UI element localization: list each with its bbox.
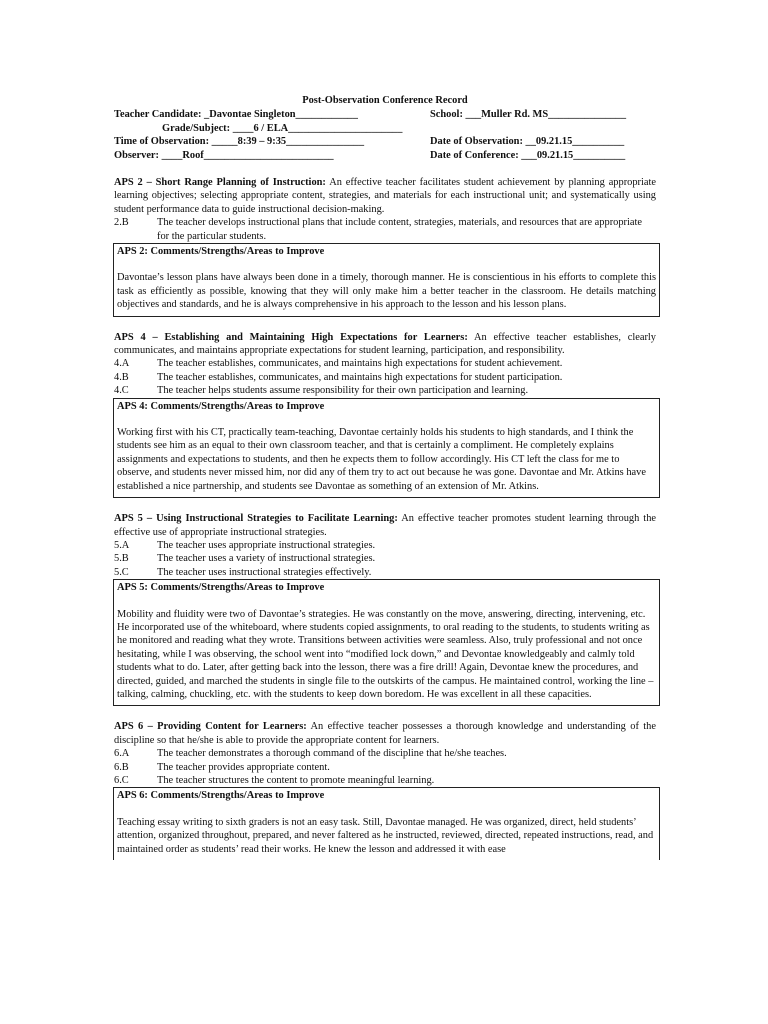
comments-heading: APS 2: Comments/Strengths/Areas to Improve: [117, 246, 325, 257]
comments-heading: APS 4: Comments/Strengths/Areas to Improve: [117, 400, 325, 412]
time-of-observation-field: Time of Observation: _____8:39 – 9:35_______________: [114, 136, 365, 148]
section-intro: [114, 331, 656, 358]
standard-item: [114, 371, 656, 384]
teacher-candidate-field: Teacher Candidate: _Davontae Singleton____________: [114, 109, 358, 121]
date-of-conference-field: Date of Conference: ___09.21.15__________: [430, 149, 626, 161]
spacer: [114, 498, 656, 512]
section-intro-text: An effective teacher possesses a thorough knowledge and understanding of the discipline so that he/she is able to provide the appropriate content for learners.: [114, 721, 656, 746]
standard-item: [114, 552, 656, 565]
document-title: Post-Observation Conference Record: [302, 95, 468, 106]
standard-code: 4.B: [114, 371, 129, 383]
standard-code: 5.C: [114, 566, 129, 578]
comments-box: [113, 787, 660, 860]
spacer: [114, 317, 656, 331]
standard-text: The teacher establishes, communicates, and maintains high expectations for student participation.: [157, 371, 563, 383]
standard-text: The teacher develops instructional plans that include content, strategies, materials, and resources that are appropriate for the particular students.: [157, 217, 642, 242]
standard-code: 4.C: [114, 385, 129, 397]
comments-text: Teaching essay writing to sixth graders is not an easy task. Still, Davontae managed. He was organized, direct, held students’ attention, organized throughout, prepared, and never faltered as he instructed, reviewed, directed, repeated instructions, read, and maintained order as students’ read their works. He knew the lesson and addressed it with ease: [117, 816, 654, 855]
section-title: APS 6 – Providing Content for Learners:: [114, 721, 307, 733]
date-of-observation-field: Date of Observation: __09.21.15__________: [430, 136, 625, 148]
comments-heading: APS 6: Comments/Strengths/Areas to Improve: [117, 790, 325, 802]
comments-box: [113, 243, 660, 317]
observer-field: Observer: ____Roof_________________________: [114, 149, 334, 161]
section-title: APS 5 – Using Instructional Strategies to Facilitate Learning:: [114, 513, 398, 525]
standard-code: 5.B: [114, 553, 129, 565]
school-field: School: ___Muller Rd. MS_______________: [430, 109, 627, 121]
comments-text: Working first with his CT, practically team-teaching, Davontae certainly holds his students to high standards, and I think the students see him as an equal to their own classroom teacher, and that is certainly a compliment. He completely explains assignments and expectations to students, and then he expects them to follow accordingly. His CT left the class for me to observe, and students never missed him, nor did any of them try to act out because he was gone. Davontae and Mr. Atkins have established a nice partnership, and students see Davontae as something of an extension of Mr. Atkins.: [117, 427, 646, 492]
standard-text: The teacher uses instructional strategies effectively.: [157, 566, 372, 578]
section-title: APS 2 – Short Range Planning of Instruction:: [114, 176, 326, 188]
standard-code: 6.A: [114, 748, 130, 760]
standard-text: The teacher structures the content to promote meaningful learning.: [157, 775, 435, 786]
standard-item: [114, 761, 656, 774]
section-intro-text: An effective teacher establishes, clearly communicates, and maintains appropriate expectations for student learning, participation, and responsibility.: [114, 331, 656, 357]
section-aps-4: [114, 331, 656, 498]
grade-subject-field: Grade/Subject: ____6 / ELA______________________: [162, 122, 403, 134]
section-intro-text: An effective teacher promotes student learning through the effective use of appropriate instructional strategies.: [114, 513, 656, 538]
spacer: [114, 706, 656, 720]
standard-item: [114, 774, 656, 787]
comments-box: [113, 398, 660, 498]
standard-item: [114, 216, 656, 243]
standard-item: [114, 357, 656, 370]
section-intro: [114, 512, 656, 539]
standard-text: The teacher establishes, communicates, and maintains high expectations for student achievement.: [157, 358, 563, 370]
header-row-4: [114, 149, 656, 162]
standard-text: The teacher helps students assume responsibility for their own participation and learning.: [157, 385, 529, 397]
standard-text: The teacher uses appropriate instructional strategies.: [157, 539, 376, 551]
section-aps-2: [114, 176, 656, 317]
standard-text: The teacher provides appropriate content.: [157, 761, 330, 773]
standard-code: 5.A: [114, 539, 130, 551]
standard-item: [114, 566, 656, 579]
standard-code: 6.C: [114, 775, 129, 786]
comments-text: Davontae’s lesson plans have always been done in a timely, thorough manner. He is conscientious in his efforts to complete this task as efficiently as possible, knowing that they will only make him a better teacher in the classroom. He details matching objectives and standards, and he is always comprehensive in his approach to the lesson and his lesson plans.: [117, 272, 656, 311]
standard-code: 4.A: [114, 358, 130, 370]
section-aps-6: [114, 720, 656, 860]
section-intro: [114, 176, 656, 216]
standard-code: 2.B: [114, 217, 129, 229]
standard-item: [114, 384, 656, 397]
document-page: [114, 94, 656, 860]
section-title: APS 4 – Establishing and Maintaining High Expectations for Learners:: [114, 331, 468, 343]
header-row-1: [114, 108, 656, 121]
standard-item: [114, 539, 656, 552]
section-intro-text: An effective teacher facilitates student achievement by planning appropriate learning objectives; selecting appropriate content, strategies, and materials for each instructional unit; and systematically using student performance data to guide instructional decision-making.: [114, 176, 657, 215]
standard-text: The teacher demonstrates a thorough command of the discipline that he/she teaches.: [157, 748, 507, 760]
section-intro: [114, 720, 656, 747]
standard-item: [114, 747, 656, 760]
comments-box: [113, 579, 660, 706]
standard-text: The teacher uses a variety of instructional strategies.: [157, 553, 376, 565]
comments-text: Mobility and fluidity were two of Davontae’s strategies. He was constantly on the move, answering, directing, intervening, etc. He incorporated use of the whiteboard, where students copied assignments, to oral reading to the students, to students writing as he monitored and reading what they wrote. Transitions between activities were seamless. Also, truly professional and not once hesitating, while I was observing, the school went into “modified lock down,” and Devontae knowledgeably and calmly told students what to do. Later, after getting back into the lesson, there was a fire drill! Again, Devontae knew the procedures, and directed, guided, and marched the students in single file to the outskirts of the campus. He maintained control, working the line – talking, calming, chuckling, etc. with the students to keep down boredom. He was excellent in all these capacities.: [117, 608, 654, 700]
standard-code: 6.B: [114, 761, 129, 773]
section-aps-5: [114, 512, 656, 706]
comments-heading: APS 5: Comments/Strengths/Areas to Improve: [117, 582, 325, 594]
spacer: [114, 162, 656, 176]
header-row-3: [114, 135, 656, 148]
header-row-2: [114, 122, 656, 135]
